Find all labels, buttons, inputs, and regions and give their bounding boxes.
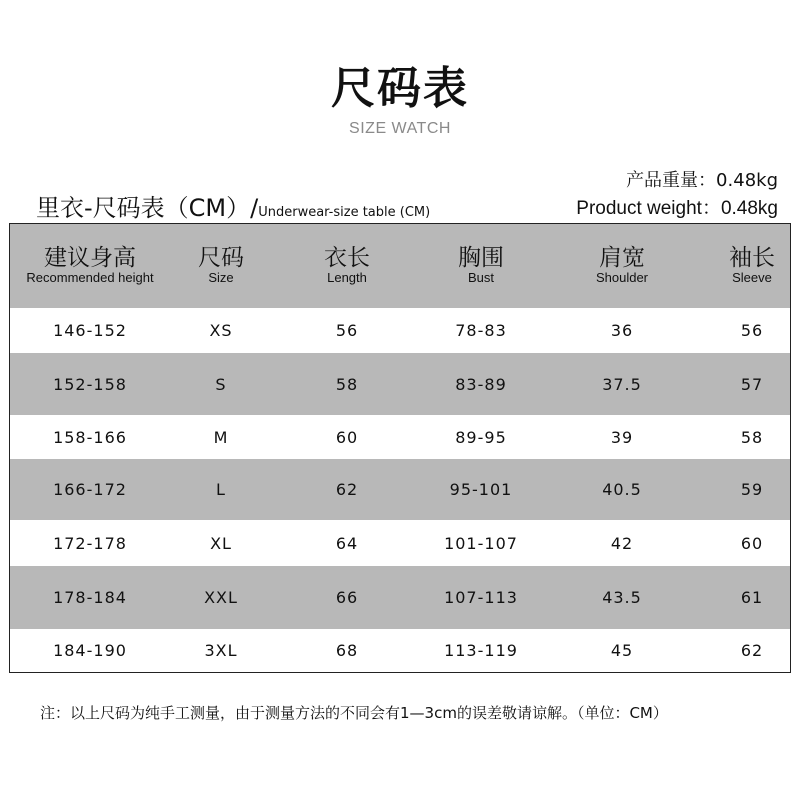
table-title-en: Underwear-size table (CM) — [258, 205, 431, 220]
header-sleeve — [729, 224, 775, 308]
cell-height: 158-166 — [53, 427, 127, 447]
cell-size: XS — [209, 321, 233, 340]
table-row — [10, 629, 790, 671]
table-row — [10, 566, 790, 629]
header-size — [198, 224, 244, 308]
cell-shoulder: 40.5 — [602, 480, 642, 499]
cell-sleeve: 57 — [740, 374, 764, 394]
cell-shoulder: 42 — [610, 533, 634, 553]
header-label-en: Length — [327, 270, 367, 285]
header-label-cn: 袖长 — [729, 245, 775, 271]
header-label-cn: 衣长 — [324, 245, 370, 271]
cell-shoulder: 43.5 — [602, 588, 642, 607]
header-label-cn: 尺码 — [198, 245, 244, 271]
cell-sleeve: 62 — [740, 640, 764, 660]
cell-shoulder: 39 — [610, 427, 634, 447]
table-title-cn: 里衣-尺码表（CM）/ — [36, 194, 259, 222]
cell-height: 172-178 — [53, 533, 127, 553]
cell-bust: 107-113 — [444, 588, 518, 607]
header-length — [324, 224, 370, 308]
cell-sleeve: 59 — [740, 480, 764, 499]
cell-bust: 78-83 — [455, 321, 507, 340]
header-height — [26, 224, 153, 308]
table-row — [10, 520, 790, 566]
measurement-note: 注：以上尺码为纯手工测量，由于测量方法的不同会有1—3cm的误差敬请谅解。（单位：CM） — [40, 704, 668, 722]
cell-size: L — [216, 480, 226, 499]
product-weight-cn: 产品重量：0.48kg — [626, 170, 778, 191]
cell-bust: 101-107 — [444, 533, 518, 553]
cell-height: 166-172 — [53, 480, 127, 499]
cell-height: 184-190 — [53, 640, 127, 660]
page-subtitle: SIZE WATCH — [349, 120, 451, 137]
table-row — [10, 353, 790, 415]
page-title: 尺码表 — [331, 63, 469, 114]
cell-size: S — [215, 374, 227, 394]
header-label-cn: 建议身高 — [43, 245, 136, 271]
table-row — [10, 459, 790, 520]
header-shoulder — [596, 224, 648, 308]
cell-sleeve: 56 — [740, 321, 764, 340]
cell-length: 64 — [335, 533, 359, 553]
table-title — [36, 188, 430, 223]
cell-size: XL — [210, 533, 232, 553]
cell-length: 68 — [335, 640, 359, 660]
cell-size: XXL — [204, 588, 238, 607]
product-weight-en: Product weight：0.48kg — [576, 198, 778, 219]
cell-size: M — [213, 427, 229, 447]
header-label-en: Shoulder — [595, 270, 649, 285]
cell-height: 146-152 — [53, 321, 127, 340]
cell-bust: 83-89 — [455, 374, 507, 394]
table-header-row — [10, 224, 790, 308]
header-label-cn: 胸围 — [458, 245, 504, 271]
cell-length: 66 — [335, 588, 359, 607]
header-label-cn: 肩宽 — [598, 245, 645, 271]
table-row — [10, 415, 790, 459]
cell-sleeve: 60 — [740, 533, 764, 553]
cell-size: 3XL — [204, 640, 238, 660]
table-row — [10, 308, 790, 353]
cell-length: 56 — [335, 321, 359, 340]
cell-shoulder: 37.5 — [602, 374, 642, 394]
cell-length: 60 — [335, 427, 359, 447]
header-label-en: Sleeve — [732, 270, 772, 285]
header-label-en: Size — [208, 270, 234, 285]
cell-shoulder: 36 — [610, 321, 634, 340]
cell-bust: 113-119 — [444, 640, 518, 660]
cell-length: 62 — [335, 480, 359, 499]
cell-length: 58 — [335, 374, 359, 394]
cell-bust: 89-95 — [455, 427, 507, 447]
header-label-en: Bust — [467, 270, 494, 285]
cell-sleeve: 58 — [740, 427, 764, 447]
cell-sleeve: 61 — [740, 588, 764, 607]
header-bust — [458, 224, 504, 308]
header-label-en: Recommended height — [26, 270, 154, 285]
cell-shoulder: 45 — [610, 640, 634, 660]
cell-bust: 95-101 — [449, 480, 513, 499]
size-table — [9, 223, 791, 673]
cell-height: 178-184 — [53, 588, 127, 607]
cell-height: 152-158 — [53, 374, 127, 394]
